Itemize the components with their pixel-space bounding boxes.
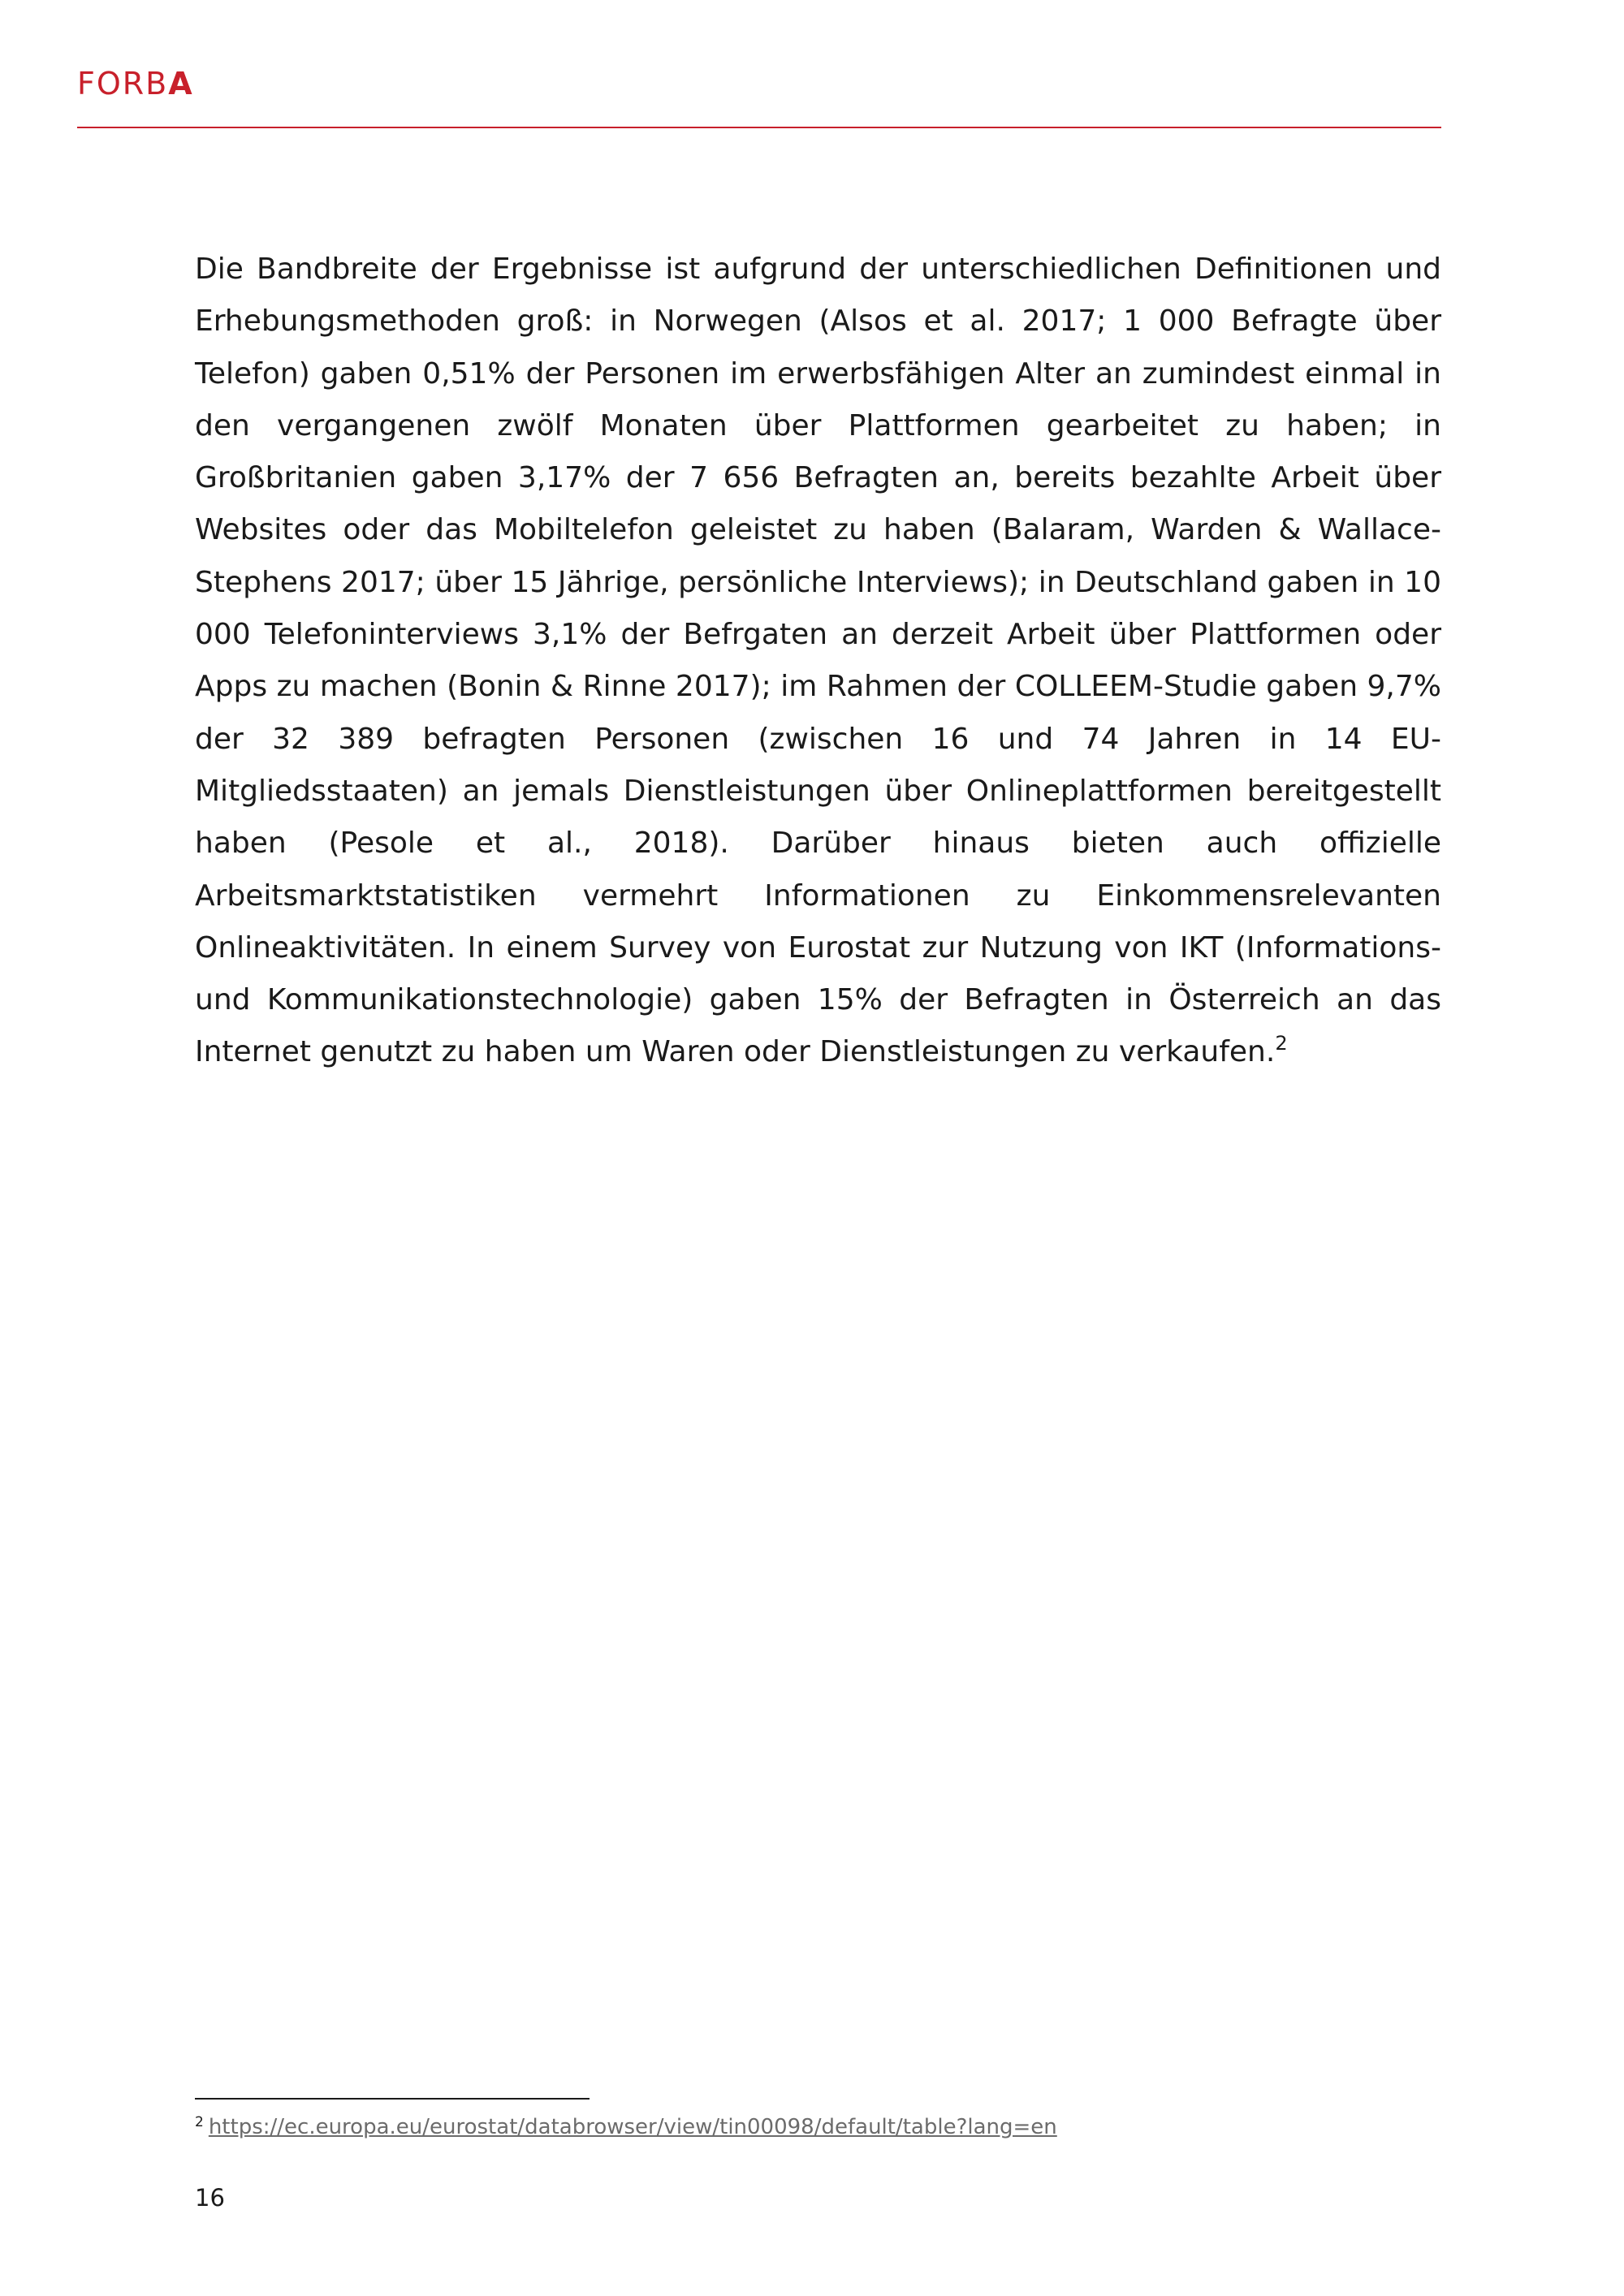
logo-text-bold: A [168,66,194,101]
footnote-reference[interactable]: 2 [1275,1032,1288,1055]
logo-text-regular: FORB [77,66,169,101]
body-paragraph [195,244,1441,1079]
header-divider [77,127,1441,128]
footnote-marker: 2 [195,2114,204,2130]
forba-logo [77,68,194,99]
body-paragraph-text: Die Bandbreite der Ergebnisse ist aufgrund der unterschiedlichen Definitionen und Erhebungsmethoden groß: in Norwegen (Alsos et al. 2017; 1 000 Befragte über Telefon) gaben 0,51% der Personen im erwerbsfähigen Alter an zumindest einmal in den vergangenen zwölf Monaten über Plattformen gearbeitet zu haben; in Großbritanien gaben 3,17% der 7 656 Befragten an, bereits bezahlte Arbeit über Websites oder das Mobiltelefon geleistet zu haben (Balaram, Warden & Wallace-Stephens 2017; über 15 Jährige, persönliche Interviews); in Deutschland gaben in 10 000 Telefoninterviews 3,1% der Befrgaten an derzeit Arbeit über Plattformen oder Apps zu machen (Bonin & Rinne 2017); im Rahmen der COLLEEM-Studie gaben 9,7% der 32 389 befragten Personen (zwischen 16 und 74 Jahren in 14 EU-Mitgliedsstaaten) an jemals Dienstleistungen über Onlineplattformen bereitgestellt haben (Pesole et al., 2018). Darüber hinaus bieten auch offizielle Arbeitsmarktstatistiken vermehrt Informationen zu Einkommensrelevanten Onlineaktivitäten. In einem Survey von Eurostat zur Nutzung von IKT (Informations- und Kommunikationstechnologie) gaben 15% der Befragten in Österreich an das Internet genutzt zu haben um Waren oder Dienstleistungen zu verkaufen. [195,252,1441,1069]
footnote-link[interactable]: https://ec.europa.eu/eurostat/databrowser/view/tin00098/default/table?lang=en [208,2115,1057,2139]
page-number: 16 [195,2184,225,2212]
footnote-divider [195,2098,590,2100]
footnote [195,2113,1057,2141]
